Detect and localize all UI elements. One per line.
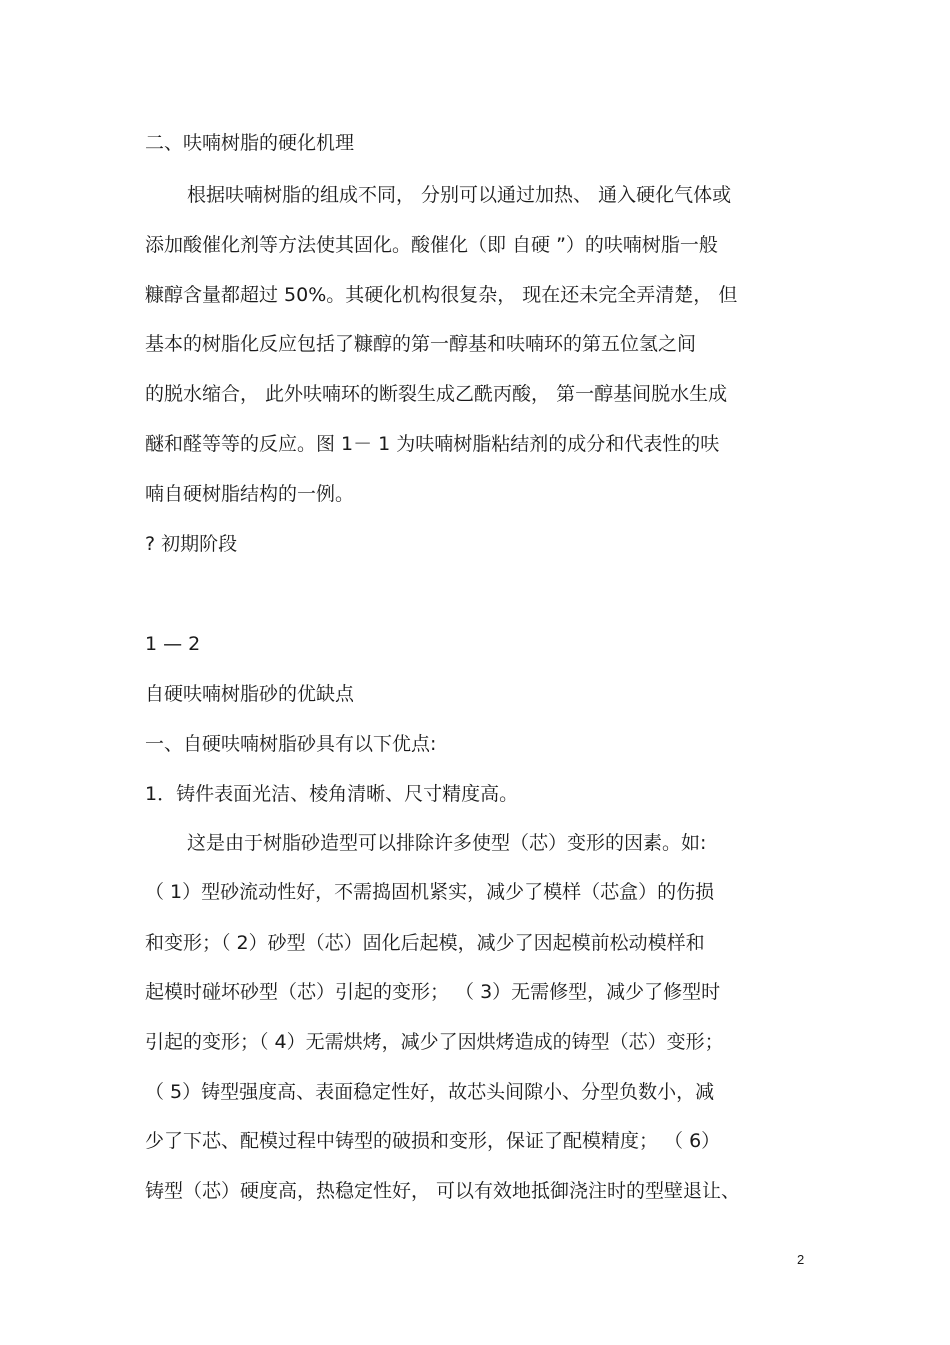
- paragraph-line: 铸型（芯）硬度高，热稳定性好， 可以有效地抵御浇注时的型壁退让、: [145, 1180, 741, 1202]
- paragraph-line: 醚和醛等等的反应。图 1－ 1 为呋喃树脂粘结剂的成分和代表性的呋: [145, 433, 720, 455]
- paragraph-line: 和变形；（ 2）砂型（芯）固化后起模，减少了因起模前松动模样和: [145, 932, 705, 954]
- paragraph-line: 的脱水缩合， 此外呋喃环的断裂生成乙酰丙酸， 第一醇基间脱水生成: [145, 383, 728, 405]
- paragraph-line: 喃自硬树脂结构的一例。: [145, 483, 355, 505]
- paragraph-line: 添加酸催化剂等方法使其固化。酸催化（即 自硬 ”）的呋喃树脂一般: [145, 234, 718, 256]
- paragraph-line: 糠醇含量都超过 50%。其硬化机构很复杂， 现在还未完全弄清楚， 但: [145, 284, 738, 306]
- section-number: 1 — 2: [145, 633, 201, 655]
- paragraph-line: （ 5）铸型强度高、表面稳定性好，故芯头间隙小、分型负数小，减: [145, 1081, 715, 1103]
- list-item: ? 初期阶段: [145, 533, 238, 555]
- paragraph-line: 这是由于树脂砂造型可以排除许多使型（芯）变形的因素。如:: [187, 832, 707, 854]
- paragraph-line: （ 1）型砂流动性好，不需捣固机紧实，减少了模样（芯盒）的伤损: [145, 881, 715, 903]
- section-heading: 自硬呋喃树脂砂的优缺点: [145, 683, 355, 705]
- list-item: 1．铸件表面光洁、棱角清晰、尺寸精度高。: [145, 783, 519, 805]
- page-number: 2: [797, 1252, 805, 1267]
- subsection-heading: 一、自硬呋喃树脂砂具有以下优点:: [145, 733, 437, 755]
- paragraph-line: 基本的树脂化反应包括了糠醇的第一醇基和呋喃环的第五位氢之间: [145, 333, 697, 355]
- paragraph-line: 起模时碰坏砂型（芯）引起的变形； （ 3）无需修型，减少了修型时: [145, 981, 721, 1003]
- paragraph-line: 少了下芯、配模过程中铸型的破损和变形，保证了配模精度； （ 6）: [145, 1130, 721, 1152]
- paragraph-line: 根据呋喃树脂的组成不同， 分别可以通过加热、 通入硬化气体或: [187, 184, 732, 206]
- paragraph-line: 引起的变形；（ 4）无需烘烤，减少了因烘烤造成的铸型（芯）变形；: [145, 1031, 724, 1053]
- section-heading: 二、呋喃树脂的硬化机理: [145, 132, 355, 154]
